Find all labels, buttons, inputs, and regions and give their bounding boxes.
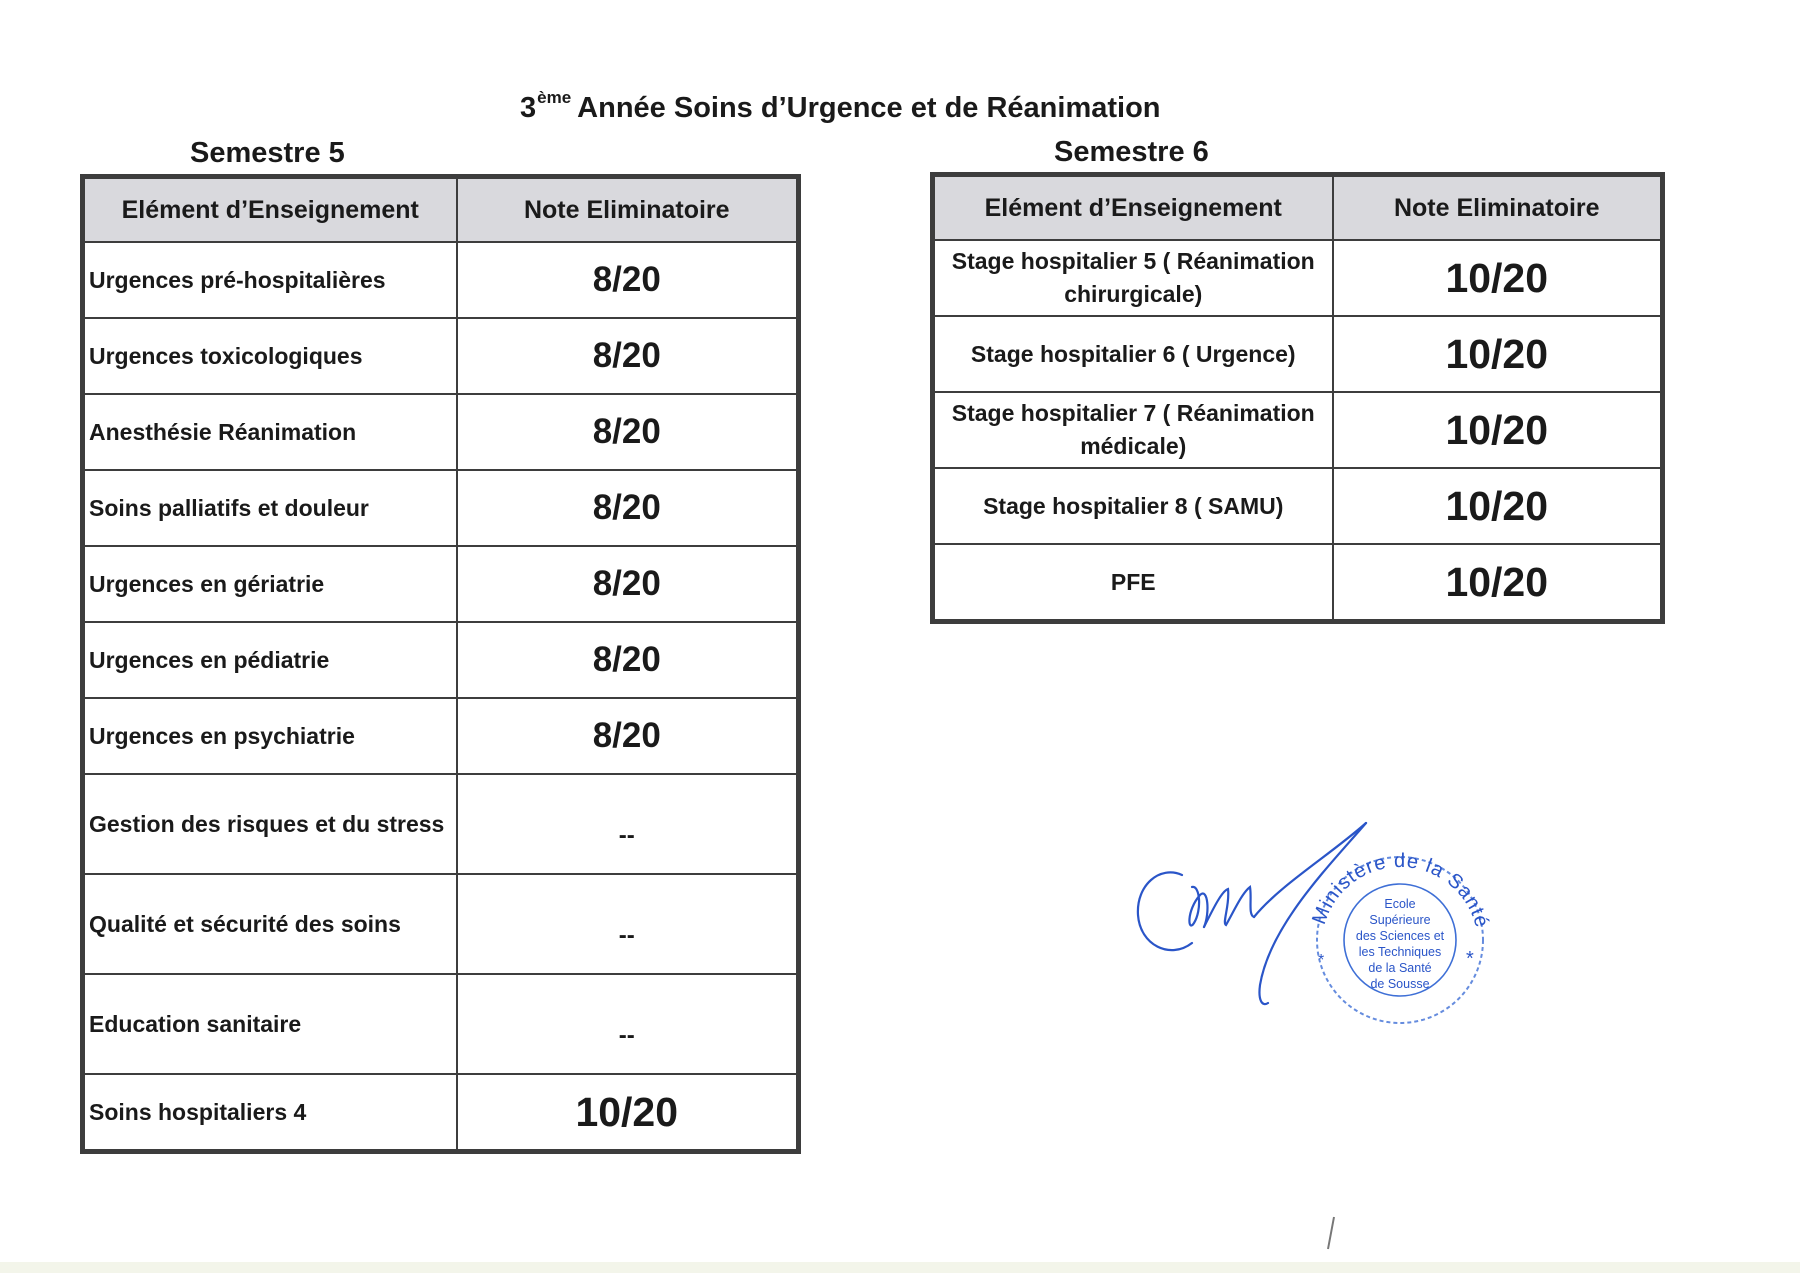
- table-row: [83, 470, 799, 546]
- note-cell: 8/20: [457, 546, 799, 622]
- column-header-note: Note Eliminatoire: [1333, 175, 1663, 241]
- table-row: [83, 242, 799, 318]
- table-header-row: [933, 175, 1663, 241]
- element-cell: Urgences pré-hospitalières: [83, 242, 457, 318]
- title-text: Année Soins d’Urgence et de Réanimation: [577, 92, 1161, 124]
- column-header-note: Note Eliminatoire: [457, 177, 799, 243]
- stamp-line: de la Santé: [1368, 961, 1432, 975]
- note-cell: 8/20: [457, 470, 799, 546]
- note-cell: 10/20: [1333, 468, 1663, 544]
- note-cell: 10/20: [1333, 240, 1663, 316]
- note-cell: 10/20: [1333, 316, 1663, 392]
- note-cell: 8/20: [457, 242, 799, 318]
- table-row: [83, 774, 799, 874]
- semestre6-heading: Semestre 6: [1054, 136, 1209, 168]
- note-cell: --: [457, 774, 799, 874]
- stamp-line: des Sciences et: [1355, 929, 1445, 943]
- semestre6-table: [930, 172, 1665, 624]
- column-header-element: Elément d’Enseignement: [933, 175, 1333, 241]
- stamp-line: les Techniques: [1358, 945, 1442, 959]
- note-cell: 8/20: [457, 622, 799, 698]
- title-ordinal-number: 3: [520, 92, 537, 124]
- table-row: [933, 240, 1663, 316]
- table-row: [83, 1074, 799, 1152]
- element-cell: Stage hospitalier 6 ( Urgence): [933, 316, 1333, 392]
- note-cell: 10/20: [1333, 544, 1663, 622]
- element-cell: Soins hospitaliers 4: [83, 1074, 457, 1152]
- title-ordinal-suffix: ème: [537, 88, 572, 107]
- element-cell: Stage hospitalier 8 ( SAMU): [933, 468, 1333, 544]
- element-cell: Gestion des risques et du stress: [83, 774, 457, 874]
- note-cell: 10/20: [457, 1074, 799, 1152]
- table-row: [83, 622, 799, 698]
- star-icon: *: [1466, 948, 1474, 970]
- stamp-line: Ecole: [1384, 897, 1416, 911]
- element-cell: Soins palliatifs et douleur: [83, 470, 457, 546]
- table-row: [83, 546, 799, 622]
- stamp-line: de Sousse: [1370, 977, 1430, 991]
- column-header-element: Elément d’Enseignement: [83, 177, 457, 243]
- table-row: [83, 874, 799, 974]
- table-header-row: [83, 177, 799, 243]
- semestre5-table: [80, 174, 801, 1154]
- element-cell: Anesthésie Réanimation: [83, 394, 457, 470]
- table-row: [83, 318, 799, 394]
- element-cell: Stage hospitalier 7 ( Réanimation médicale): [933, 392, 1333, 468]
- signature-and-stamp: [1130, 815, 1500, 1045]
- table-row: [933, 316, 1663, 392]
- scan-edge: [0, 1262, 1800, 1273]
- semestre5-heading: Semestre 5: [190, 137, 345, 169]
- element-cell: Urgences en gériatrie: [83, 546, 457, 622]
- table-row: [933, 392, 1663, 468]
- table-row: [933, 544, 1663, 622]
- star-icon: *: [1318, 952, 1325, 969]
- table-row: [83, 698, 799, 774]
- stamp-line: Supérieure: [1369, 913, 1431, 927]
- stamp-ring-text: Ministère de la Santé: [1308, 850, 1493, 931]
- element-cell: Urgences en pédiatrie: [83, 622, 457, 698]
- table-row: [83, 394, 799, 470]
- table-row: [933, 468, 1663, 544]
- element-cell: PFE: [933, 544, 1333, 622]
- page-title: [520, 88, 1220, 125]
- note-cell: 8/20: [457, 318, 799, 394]
- table-row: [83, 974, 799, 1074]
- element-cell: Urgences toxicologiques: [83, 318, 457, 394]
- element-cell: Education sanitaire: [83, 974, 457, 1074]
- note-cell: 10/20: [1333, 392, 1663, 468]
- element-cell: Urgences en psychiatrie: [83, 698, 457, 774]
- note-cell: 8/20: [457, 698, 799, 774]
- element-cell: Qualité et sécurité des soins: [83, 874, 457, 974]
- note-cell: --: [457, 874, 799, 974]
- element-cell: Stage hospitalier 5 ( Réanimation chirurgicale): [933, 240, 1333, 316]
- official-stamp: [1308, 850, 1493, 1023]
- note-cell: --: [457, 974, 799, 1074]
- pen-mark: [1320, 1215, 1340, 1251]
- note-cell: 8/20: [457, 394, 799, 470]
